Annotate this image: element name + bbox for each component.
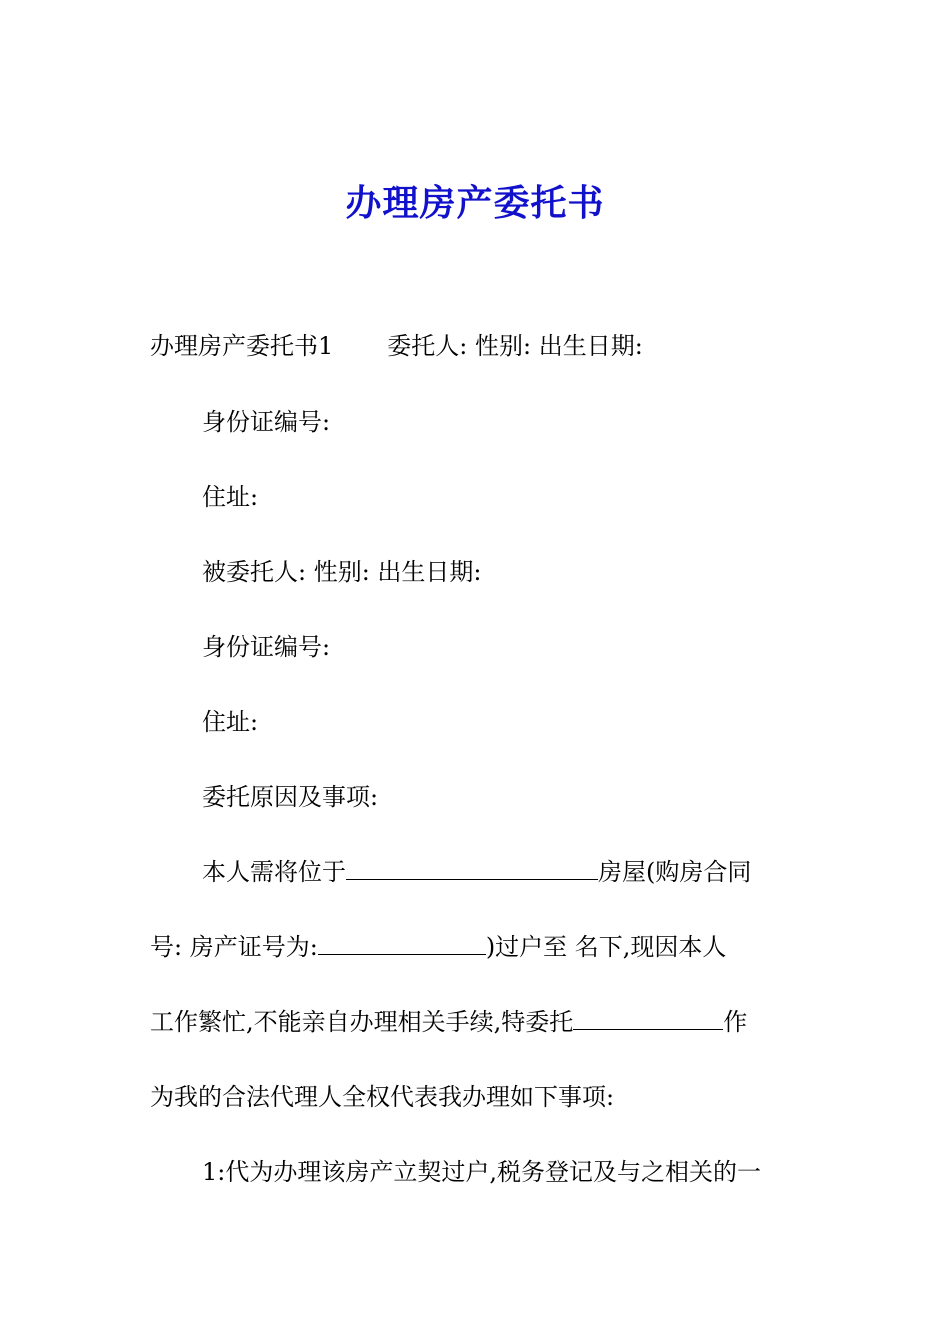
- body-line-2: [150, 929, 810, 965]
- body-line-2-end: )过户至 名下,现因本人: [485, 933, 727, 961]
- agent-address-label: 住址:: [202, 708, 259, 736]
- agent-name-blank: [573, 1005, 723, 1030]
- document-title: 办理房产委托书: [345, 182, 605, 224]
- body-line-1-end: 房屋(购房合同: [598, 858, 752, 886]
- body-line-3-end: 作: [723, 1008, 748, 1036]
- item-1: 1:代为办理该房产立契过户,税务登记及与之相关的一: [202, 1158, 761, 1186]
- body-line-1: [202, 854, 862, 890]
- principal-fields: 委托人: 性别: 出生日期:: [387, 332, 643, 360]
- agent-line: 被委托人: 性别: 出生日期:: [202, 558, 482, 586]
- body-line-4: 为我的合法代理人全权代表我办理如下事项:: [150, 1083, 615, 1111]
- body-line-3-start: 工作繁忙,不能亲自办理相关手续,特委托: [150, 1008, 574, 1036]
- location-blank: [346, 855, 598, 880]
- heading-line: [150, 328, 810, 364]
- principal-id-label: 身份证编号:: [202, 408, 331, 436]
- body-line-2-start: 号: 房产证号为:: [150, 933, 318, 961]
- reason-label: 委托原因及事项:: [202, 783, 379, 811]
- principal-address-label: 住址:: [202, 483, 259, 511]
- body-line-3: [150, 1004, 810, 1040]
- heading-label: 办理房产委托书1: [150, 332, 334, 360]
- body-line-1-start: 本人需将位于: [202, 858, 346, 886]
- agent-id-label: 身份证编号:: [202, 633, 331, 661]
- certificate-number-blank: [318, 930, 486, 955]
